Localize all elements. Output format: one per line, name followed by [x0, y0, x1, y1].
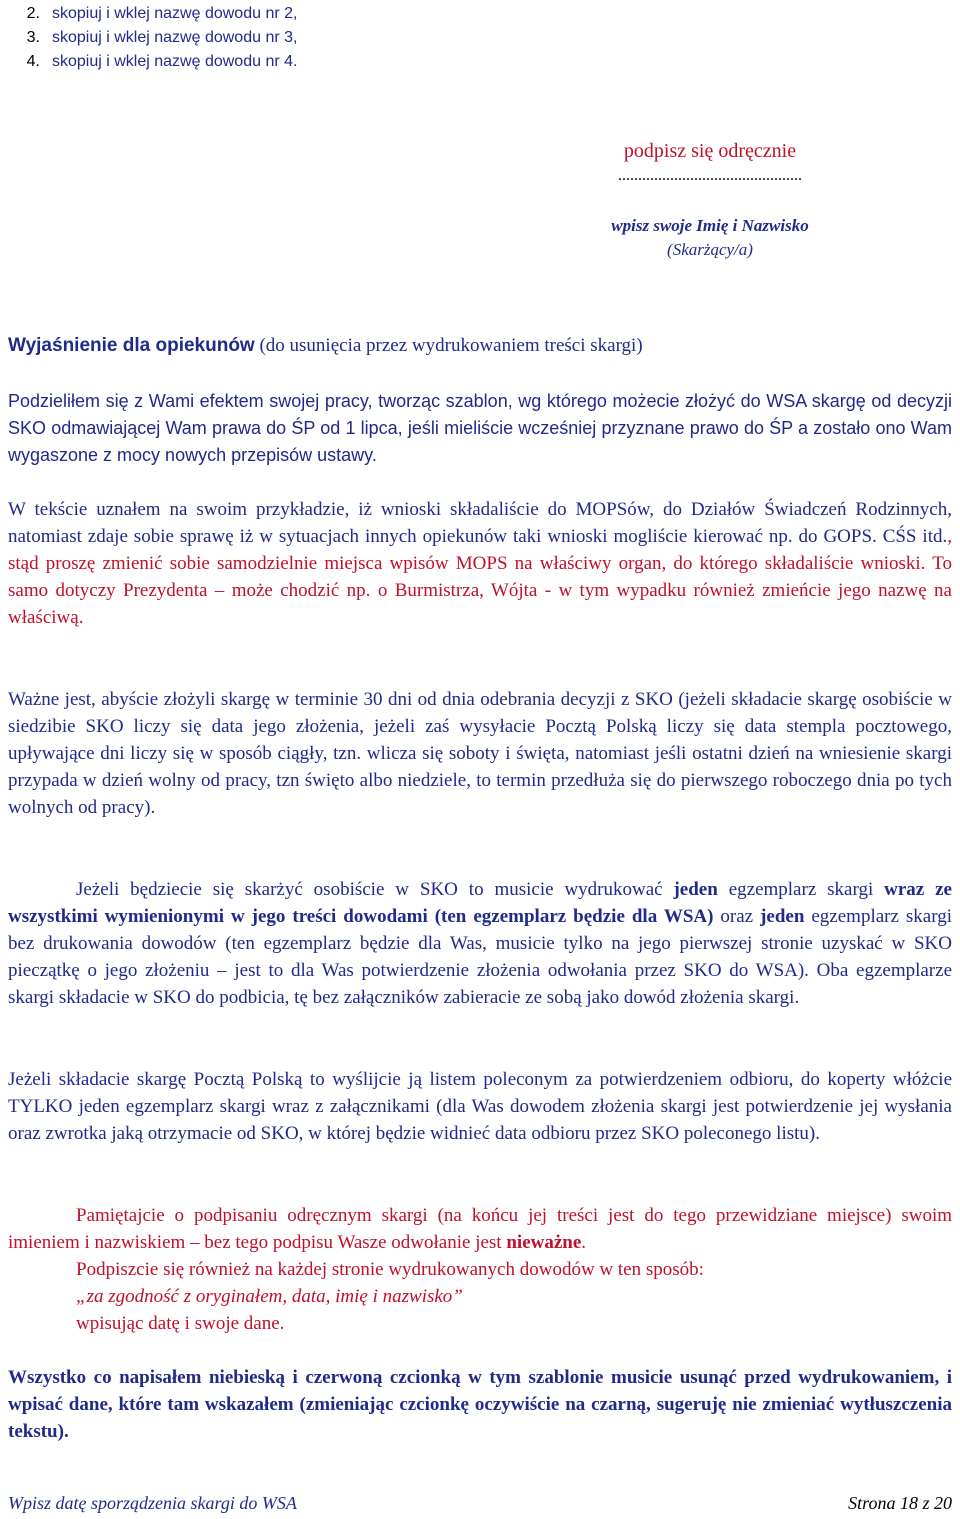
paragraph-text: Podzieliłem się z Wami efektem swojej pracy, tworząc szablon, wg którego możecie złożyć do WSA skargę od decyzji SKO odmawiającej Wam prawa do ŚP od 1 lipca, jeśli mieliście wcześniej przyznane prawo do ŚP a zostało ono Wam wygaszone z mocy nowych przepisów ustawy. — [8, 391, 952, 465]
page-number: Strona 18 z 20 — [848, 1493, 952, 1513]
list-text: skopiuj i wklej nazwę dowodu nr 2, — [52, 5, 298, 22]
paragraph-final-note — [8, 1364, 952, 1445]
paragraph-text: Pamiętajcie o podpisaniu odręcznym skargi (na końcu jej treści jest do tego przewidziane miejsce) swoim imieniem i nazwiskiem – bez tego podpisu Wasze odwołanie jest nieważne. — [8, 1205, 952, 1253]
paragraph-text — [8, 496, 952, 631]
heading-rest: (do usunięcia przez wydrukowaniem treści skargi) — [254, 335, 643, 356]
text-red: , stąd proszę zmienić sobie samodzielnie miejsca wpisów MOPS na właściwy organ, do którego składaliście wnioski. To samo dotyczy Prezydenta – może chodzić np. o Burmistrza, Wójta - w tym wypadku również zmieńcie jego nazwę na właściwą. — [8, 526, 952, 628]
list-item — [0, 26, 400, 50]
paragraph-deadline — [8, 686, 952, 821]
signature-name-hint: wpisz swoje Imię i Nazwisko — [611, 216, 809, 235]
paragraph-text: Wszystko co napisałem niebieską i czerwoną czcionką w tym szablonie musicie usunąć przed wydrukowaniem, i wpisać dane, które tam wskazałem (zmieniając czcionkę oczywiście na czarną, sugeruję nie zmieniać wytłuszczenia tekstu). — [8, 1367, 952, 1442]
page-footer — [8, 1490, 952, 1515]
signing-instruction: Podpiszcie się również na każdej stronie wydrukowanych dowodów w ten sposób: — [76, 1259, 704, 1280]
signing-note: wpisując datę i swoje dane. — [76, 1313, 285, 1334]
signing-quote: „za zgodność z oryginałem, data, imię i nazwisko” — [76, 1286, 463, 1307]
paragraph-text: Ważne jest, abyście złożyli skargę w terminie 30 dni od dnia odebrania decyzji z SKO (jeżeli składacie skargę osobiście w siedzibie SKO liczy się data jego złożenia, jeżeli zaś wysyłacie Pocztą Polską liczy się data stempla pocztowego, upływające dni liczy się w sposób ciągły, tzn. wlicza się soboty i święta, natomiast jeśli ostatni dzień na wniesienie skargi przypada w dzień wolny od pracy, tzn święto albo niedziele, to termin przedłuża się do pierwszego roboczego dnia po tych wolnych od pracy). — [8, 689, 952, 818]
signature-line: .............................................. — [618, 168, 802, 184]
paragraph-institutions — [8, 496, 952, 631]
list-number: 4. — [26, 53, 40, 70]
list-text: skopiuj i wklej nazwę dowodu nr 4. — [52, 53, 298, 70]
signature-instruction: podpisz się odręcznie — [623, 140, 797, 162]
list-item — [0, 50, 400, 74]
paragraph-signing — [8, 1202, 952, 1337]
list-number: 3. — [26, 29, 40, 46]
paragraph-by-post — [8, 1066, 952, 1147]
list-text: skopiuj i wklej nazwę dowodu nr 3, — [52, 29, 298, 46]
paragraph-text: Jeżeli będziecie się skarżyć osobiście w SKO to musicie wydrukować jeden egzemplarz skargi wraz ze wszystkimi wymienionymi w jego treści dowodami (ten egzemplarz będzie dla WSA) oraz jeden egzemplarz skargi bez drukowania dowodów (ten egzemplarz będzie dla Was, musicie tylko na jego pierwszej stronie uzyskać w SKO pieczątkę o jego złożeniu – jest to dla Was potwierdzenie złożenia odwołania przez SKO do WSA). Oba egzemplarze skargi składacie w SKO do podbicia, tę bez załączników zabieracie ze sobą jako dowód złożenia skargi. — [8, 879, 952, 1008]
text-blue: W tekście uznałem na swoim przykładzie, iż wnioski składaliście do MOPSów, do Działów Świadczeń Rodzinnych, natomiast zdaje sobie sprawę iż w sytuacjach innych opiekunów taki wnioski mogliście kierować np. do GOPS. CŚS itd. — [8, 499, 952, 547]
paragraph-intro — [8, 388, 952, 469]
evidence-list — [0, 2, 400, 74]
footer-date-hint: Wpisz datę sporządzenia skargi do WSA — [8, 1493, 297, 1513]
list-number: 2. — [26, 5, 40, 22]
paragraph-in-person — [8, 876, 952, 1011]
paragraph-text: Jeżeli składacie skargę Pocztą Polską to wyślijcie ją listem poleconym za potwierdzeniem odbioru, do koperty włóżcie TYLKO jeden egzemplarz skargi wraz z załącznikami (dla Was dowodem złożenia skargi jest potwierdzenie jej wysłania oraz zwrotka jaką otrzymacie od SKO, w której będzie widnieć data odbioru przez SKO poleconego listu). — [8, 1069, 952, 1144]
list-item — [0, 2, 400, 26]
heading-bold: Wyjaśnienie dla opiekunów — [8, 335, 255, 356]
signature-role: (Skarżący/a) — [667, 240, 753, 259]
explanation-heading — [8, 332, 952, 359]
